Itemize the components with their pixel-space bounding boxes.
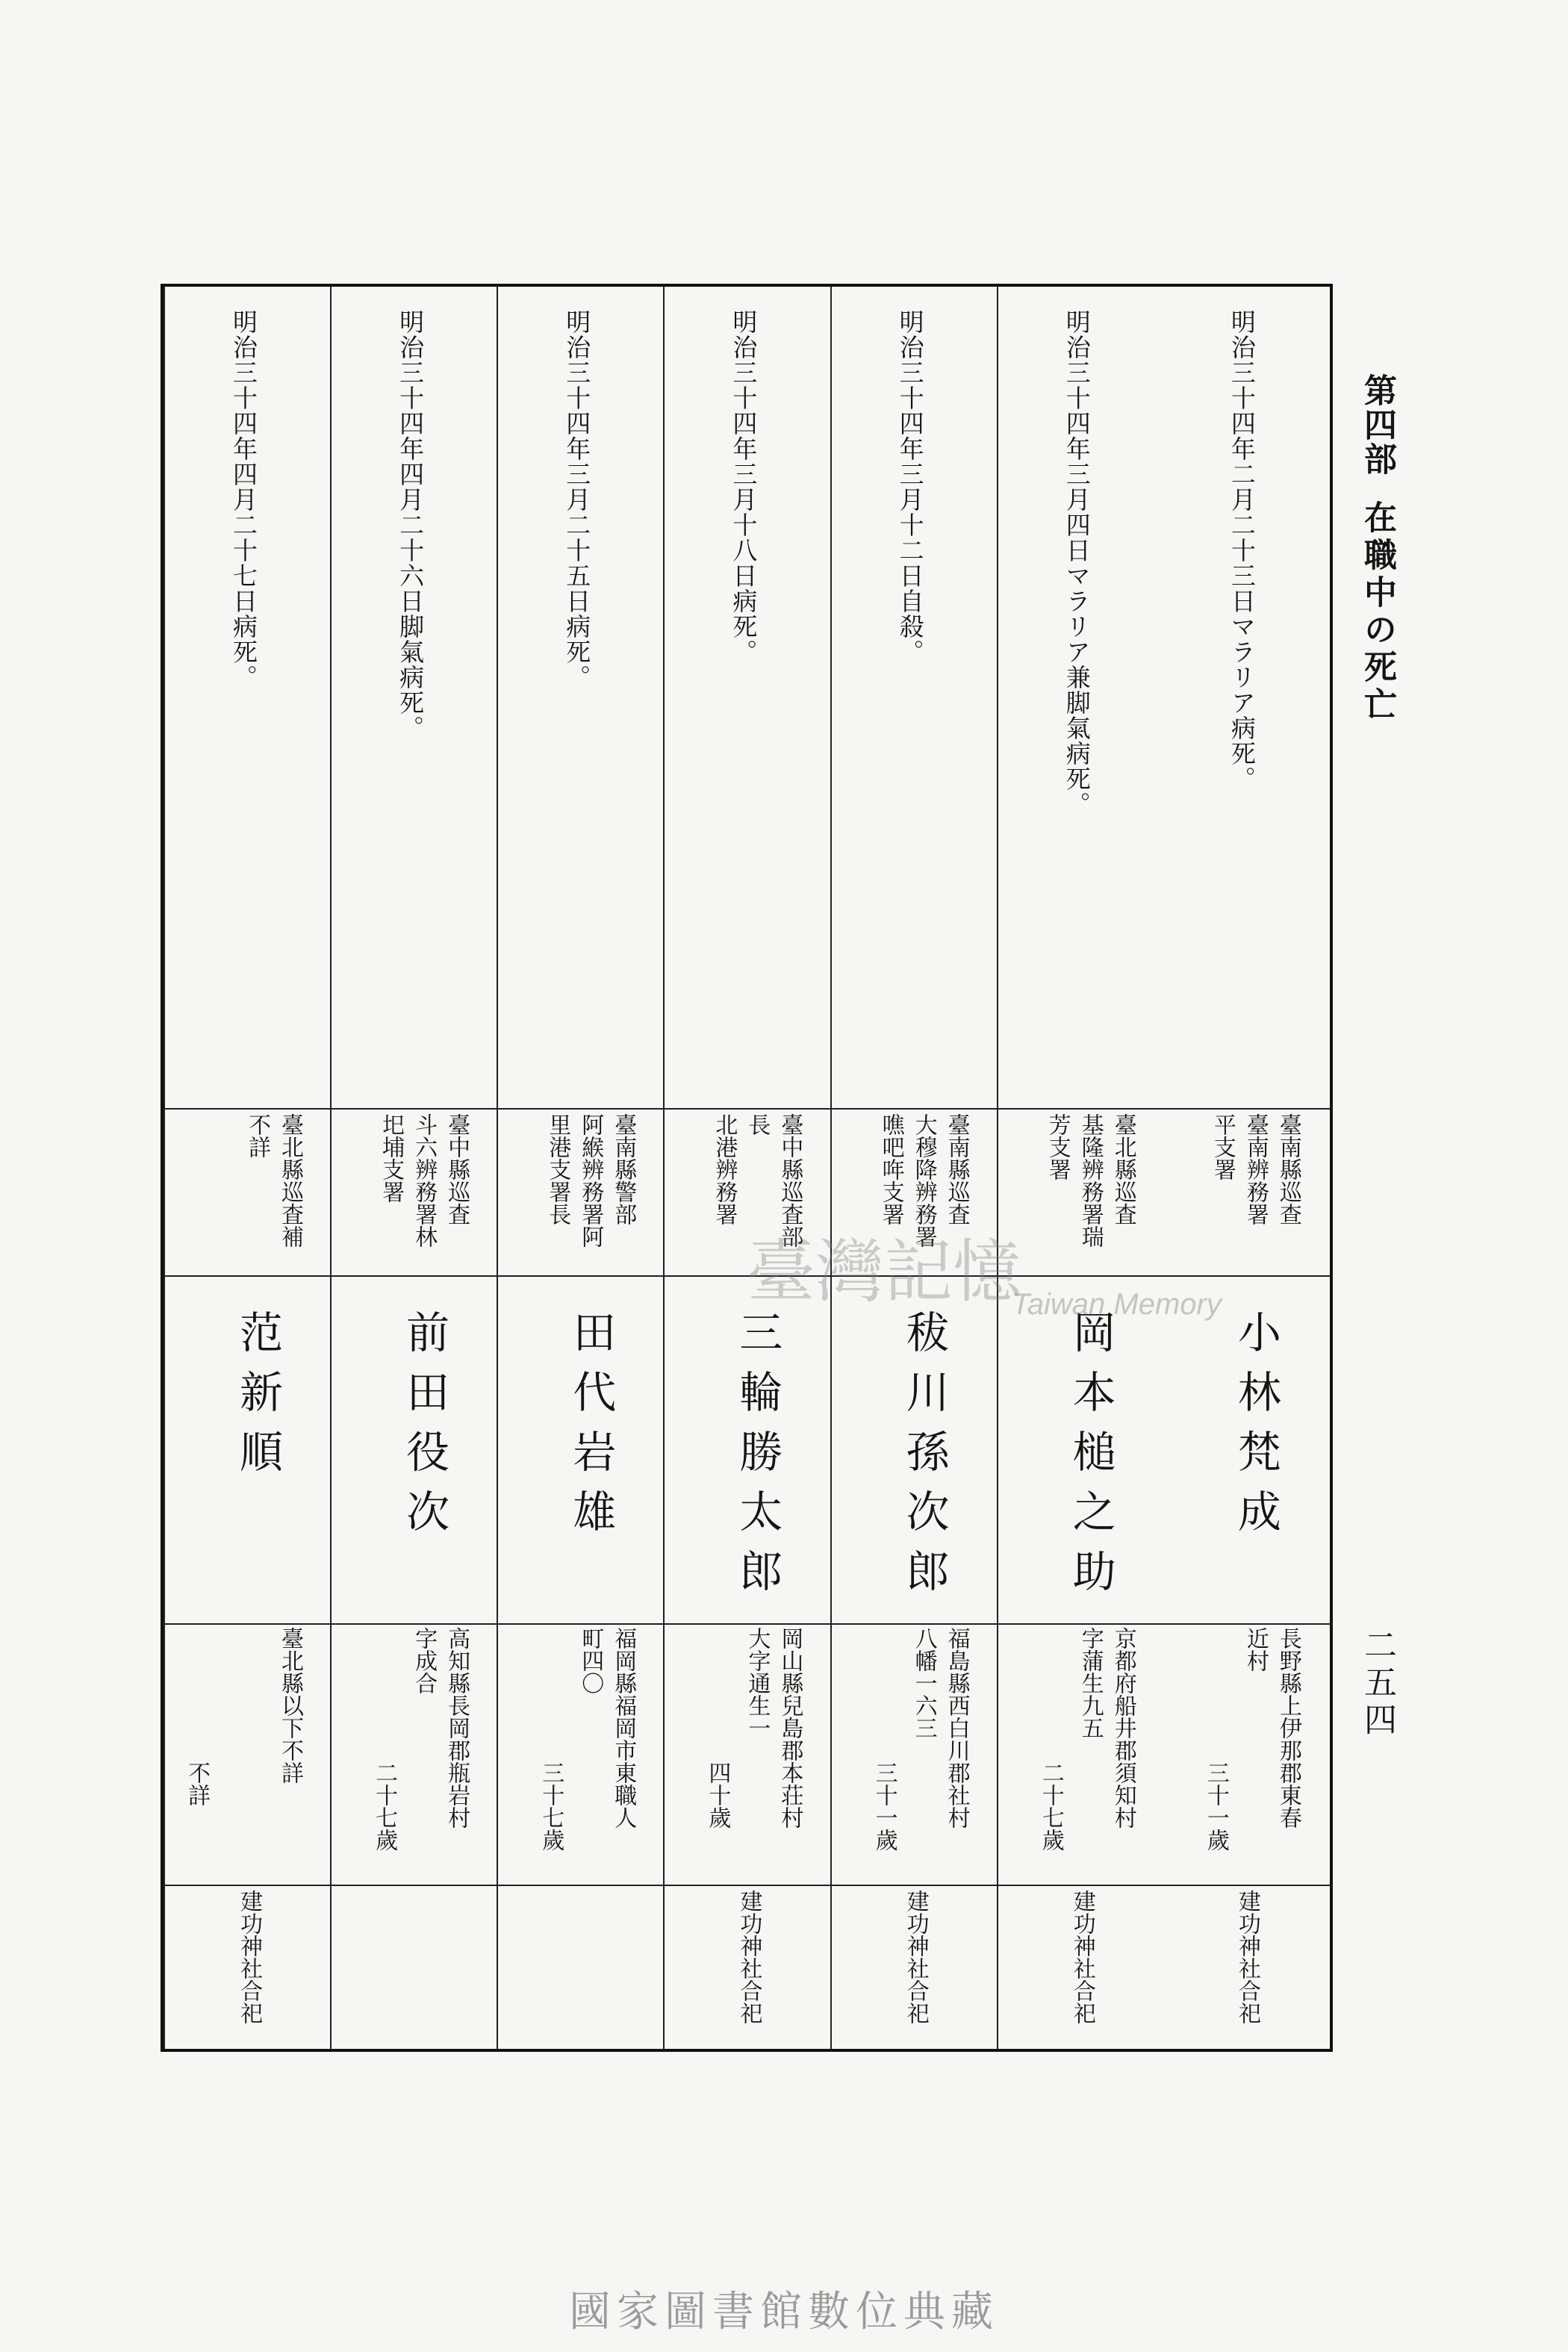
- section-title: 在職中の死亡: [1358, 500, 1396, 724]
- watermark-text: Taiwan Memory: [1012, 1288, 1222, 1321]
- affiliation-line: 臺南辨務署: [1242, 1113, 1269, 1225]
- affiliation-line: 噍吧哖支署: [877, 1113, 904, 1225]
- person-name: 秡川孫次郎: [898, 1310, 950, 1608]
- record-column: [164, 287, 330, 2049]
- library-footer: 國家圖書館數位典藏: [569, 2288, 999, 2336]
- record-column: [497, 287, 663, 2049]
- shrine-note: 建功神社合祀: [1233, 1890, 1260, 2024]
- death-date: 明治三十四年二月二十三日マラリア病死。: [1227, 309, 1257, 791]
- affiliation-line: 臺南縣警部: [610, 1113, 637, 1225]
- address-line: 町四〇: [577, 1627, 604, 1694]
- shrine-note: 建功神社合祀: [735, 1890, 762, 2024]
- shrine-note: 建功神社合祀: [236, 1890, 262, 2024]
- affiliation-line: 里港支署長: [544, 1113, 571, 1225]
- death-date: 明治三十四年三月十八日病死。: [729, 309, 759, 665]
- address-line: 福島縣西白川郡社村: [943, 1627, 970, 1829]
- record-column: [330, 287, 497, 2049]
- person-name: 田代岩雄: [565, 1310, 617, 1549]
- affiliation-line: 圯埔支署: [378, 1113, 405, 1203]
- death-date: 明治三十四年四月二十七日病死。: [229, 309, 258, 690]
- affiliation-line: 基隆辨務署瑞: [1077, 1113, 1104, 1248]
- age: 不詳: [184, 1761, 210, 1806]
- death-date: 明治三十四年三月十二日自殺。: [895, 309, 925, 665]
- affiliation-line: 大穆降辨務署: [910, 1113, 937, 1248]
- address-line: 岡山縣兒島郡本荘村: [777, 1627, 803, 1829]
- age: 三十七歲: [538, 1761, 564, 1851]
- age: 三十一歲: [871, 1761, 897, 1851]
- affiliation-line: 不詳: [244, 1113, 270, 1158]
- age: 四十歲: [704, 1761, 731, 1829]
- affiliation-line: 臺南縣巡查: [1275, 1113, 1301, 1225]
- affiliation-line: 臺南縣巡査: [943, 1113, 970, 1225]
- person-name: 岡本槌之助: [1065, 1310, 1116, 1608]
- address-line: 京都府船井郡須知村: [1110, 1627, 1136, 1829]
- age: 二十七歲: [1037, 1761, 1064, 1851]
- record-column: [830, 287, 997, 2049]
- record-column: [663, 287, 830, 2049]
- address-line: 長野縣上伊那郡東春: [1275, 1627, 1301, 1829]
- address-line: 福岡縣福岡市東職人: [610, 1627, 637, 1829]
- affiliation-line: 阿緱辨務署阿: [577, 1113, 604, 1248]
- shrine-note: 建功神社合祀: [902, 1890, 929, 2024]
- affiliation-line: 臺北縣巡査: [1110, 1113, 1136, 1225]
- affiliation-line: 芳支署: [1044, 1113, 1071, 1180]
- age: 三十一歲: [1202, 1761, 1229, 1851]
- address-line: 臺北縣以下不詳: [277, 1627, 303, 1784]
- affiliation-line: 臺中縣巡査部: [777, 1113, 803, 1248]
- address-line: 大字通生一: [744, 1627, 771, 1739]
- page-number: 二五四: [1358, 1628, 1396, 1740]
- address-line: 字成合: [411, 1627, 438, 1694]
- affiliation-line: 北港辨務署: [711, 1113, 738, 1225]
- death-date: 明治三十四年四月二十六日脚氣病死。: [396, 309, 426, 741]
- address-line: 高知縣長岡郡瓶岩村: [444, 1627, 470, 1829]
- record-column: [1163, 287, 1330, 2049]
- death-date: 明治三十四年三月四日マラリア兼脚氣病死。: [1062, 309, 1092, 817]
- person-name: 前田役次: [399, 1310, 450, 1549]
- shrine-note: 建功神社合祀: [1068, 1890, 1095, 2024]
- page-header: [1344, 373, 1404, 747]
- affiliation-line: 平支署: [1209, 1113, 1236, 1180]
- person-name: 小林梵成: [1230, 1310, 1281, 1549]
- register-table: [161, 284, 1333, 2052]
- watermark-logo: 臺灣記憶: [747, 1232, 1022, 1312]
- death-date: 明治三十四年三月二十五日病死。: [562, 309, 592, 690]
- affiliation-line: 臺中縣巡査: [444, 1113, 470, 1225]
- part-title: 第四部: [1358, 373, 1396, 476]
- record-column: [997, 287, 1163, 2049]
- address-line: 八幡一六三: [910, 1627, 937, 1739]
- age: 二十七歲: [371, 1761, 398, 1851]
- address-line: 近村: [1242, 1627, 1269, 1672]
- affiliation-line: 臺北縣巡査補: [277, 1113, 303, 1248]
- address-line: 字蒲生九五: [1077, 1627, 1104, 1739]
- affiliation-line: 斗六辨務署林: [411, 1113, 438, 1248]
- person-name: 三輪勝太郎: [732, 1310, 783, 1608]
- person-name: 范新順: [232, 1310, 283, 1489]
- affiliation-line: 長: [744, 1113, 771, 1136]
